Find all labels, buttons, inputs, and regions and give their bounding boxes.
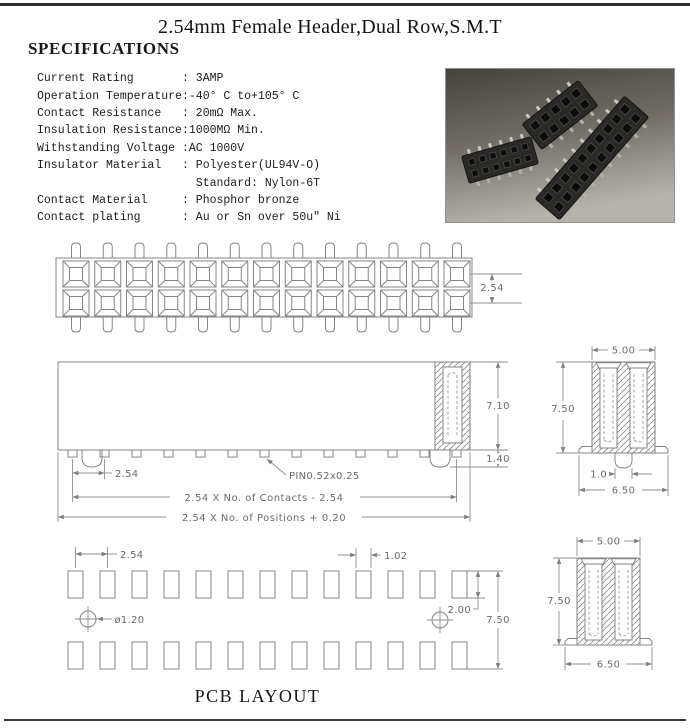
top-view-cells xyxy=(63,243,470,332)
socket-cell xyxy=(324,297,337,310)
spec-row xyxy=(37,140,341,157)
socket-cell xyxy=(260,297,273,310)
pcb-pad xyxy=(132,642,147,669)
pin xyxy=(326,243,335,258)
dim-pad-pitch: 2.54 xyxy=(115,469,139,480)
pin xyxy=(294,243,303,258)
dim-body-width: 5.00 xyxy=(596,536,621,548)
page-title: 2.54mm Female Header,Dual Row,S.M.T xyxy=(158,16,502,38)
pcb-pad xyxy=(452,571,467,598)
pin xyxy=(199,317,208,332)
socket-cell xyxy=(165,268,178,281)
pin-size-label: PIN0.52x0.25 xyxy=(289,471,360,482)
spec-value: : 3AMP xyxy=(182,72,224,86)
pcb-pad xyxy=(68,642,83,669)
center-peg xyxy=(615,453,632,468)
end-view-smt-drawing xyxy=(530,340,690,530)
socket-cell xyxy=(355,297,368,310)
pcb-pad xyxy=(324,642,339,669)
dim-body-height: 7.50 xyxy=(547,596,571,607)
pcb-pad xyxy=(132,571,147,598)
pcb-pad xyxy=(324,571,339,598)
dim-row-pitch: 2.54 xyxy=(480,283,504,294)
pin xyxy=(389,243,398,258)
pcb-pad xyxy=(260,642,275,669)
spec-label: Withstanding Voltage xyxy=(37,141,176,155)
pcb-pad xyxy=(228,642,243,669)
socket-cell xyxy=(387,297,400,310)
spec-row xyxy=(37,87,341,104)
pin xyxy=(230,243,239,258)
spec-row xyxy=(37,70,341,87)
product-photo xyxy=(445,68,675,223)
socket-cell xyxy=(355,268,368,281)
pcb-pad xyxy=(388,642,403,669)
side-view-smt-pads xyxy=(68,450,461,457)
end-view-pcb-drawing xyxy=(530,530,690,705)
socket-cell xyxy=(101,297,114,310)
spec-value: : 20mΩ Max. xyxy=(182,106,258,120)
smt-pad xyxy=(292,450,301,457)
dim-foot-span: 6.50 xyxy=(596,659,621,671)
socket-cell xyxy=(101,268,114,281)
socket-cell xyxy=(70,268,83,281)
pin xyxy=(294,317,303,332)
dim-body-width: 5.00 xyxy=(611,345,636,357)
left-smt-foot xyxy=(579,447,592,454)
smt-pad xyxy=(228,450,237,457)
socket-cell xyxy=(324,268,337,281)
smt-pad xyxy=(324,450,333,457)
pcb-layout-drawing xyxy=(40,535,530,700)
pin xyxy=(389,317,398,332)
pcb-pad xyxy=(164,642,179,669)
pcb-pad xyxy=(100,571,115,598)
spec-row xyxy=(37,157,341,174)
smt-pad xyxy=(164,450,173,457)
pin xyxy=(326,317,335,332)
bottom-border-rule xyxy=(4,719,686,721)
pin xyxy=(453,243,462,258)
smt-pad xyxy=(388,450,397,457)
dim-peg-width: 1.0 xyxy=(590,469,607,481)
socket-cell xyxy=(228,297,241,310)
pcb-pad xyxy=(420,642,435,669)
pin xyxy=(135,317,144,332)
spec-value: :AC 1000V xyxy=(182,141,245,155)
dim-foot-span: 6.50 xyxy=(611,485,636,497)
smt-pad xyxy=(260,450,269,457)
side-view-drawing xyxy=(40,355,530,535)
pcb-pad xyxy=(356,642,371,669)
smt-pad xyxy=(196,450,205,457)
pcb-pad xyxy=(292,642,307,669)
dim-row-span: 7.50 xyxy=(486,615,510,626)
pcb-pad xyxy=(196,571,211,598)
socket-cell xyxy=(133,297,146,310)
socket-cell xyxy=(387,268,400,281)
specifications-table xyxy=(37,70,341,227)
spec-value: Standard: Nylon-6T xyxy=(182,176,321,190)
smt-pad xyxy=(452,450,461,457)
socket-cell xyxy=(419,297,432,310)
pcb-pad xyxy=(196,642,211,669)
dim-peg-height: 1.40 xyxy=(486,454,510,465)
spec-label: Insulation Resistance xyxy=(37,124,182,138)
side-view-left-peg xyxy=(82,450,102,467)
socket-cell xyxy=(165,297,178,310)
pin xyxy=(103,243,112,258)
pin xyxy=(357,243,366,258)
spec-label: Insulator Material xyxy=(37,159,162,173)
spec-label: Current Rating xyxy=(37,72,134,86)
spec-row xyxy=(37,209,341,226)
pcb-pad xyxy=(356,571,371,598)
pin xyxy=(421,243,430,258)
socket-cell xyxy=(451,297,464,310)
spec-label: Operation Temperature xyxy=(37,89,182,103)
socket-cell xyxy=(260,268,273,281)
spec-row xyxy=(37,122,341,139)
pin xyxy=(262,243,271,258)
spec-value: : Polyester(UL94V-O) xyxy=(182,159,321,173)
right-smt-foot xyxy=(640,639,652,646)
pin xyxy=(72,317,81,332)
dim-pad-pitch: 2.54 xyxy=(120,550,144,561)
spec-label: Contact Material xyxy=(37,193,148,207)
pin xyxy=(103,317,112,332)
pin xyxy=(167,243,176,258)
socket-cell xyxy=(419,268,432,281)
smt-pad xyxy=(132,450,141,457)
pin xyxy=(357,317,366,332)
pin xyxy=(199,243,208,258)
smt-pad xyxy=(420,450,429,457)
specifications-heading: SPECIFICATIONS xyxy=(28,39,180,58)
pcb-pad xyxy=(164,571,179,598)
pin xyxy=(72,243,81,258)
side-view-right-peg xyxy=(430,450,450,467)
socket-cell xyxy=(133,268,146,281)
pcb-pad xyxy=(420,571,435,598)
socket-cell xyxy=(292,268,305,281)
spec-row xyxy=(37,105,341,122)
pcb-pad xyxy=(228,571,243,598)
dim-hole-diameter: ø1.20 xyxy=(114,615,145,626)
dim-body-height: 7.10 xyxy=(486,401,510,412)
spec-value: :-40° C to+105° C xyxy=(182,89,300,103)
pcb-pad xyxy=(292,571,307,598)
pin xyxy=(167,317,176,332)
pin xyxy=(262,317,271,332)
spec-label: Contact Resistance xyxy=(37,106,162,120)
left-smt-foot xyxy=(565,639,577,646)
side-view-body xyxy=(58,362,470,450)
dim-body-height: 7.50 xyxy=(551,404,575,415)
right-smt-foot xyxy=(655,447,668,454)
dim-contacts-formula: 2.54 X No. of Contacts - 2.54 xyxy=(184,493,344,504)
pin xyxy=(453,317,462,332)
smt-pad xyxy=(100,450,109,457)
socket-cell xyxy=(451,268,464,281)
pcb-pad xyxy=(260,571,275,598)
pin xyxy=(135,243,144,258)
pcb-layout-caption: PCB LAYOUT xyxy=(194,686,321,706)
top-border-rule xyxy=(0,3,690,6)
pcb-pad xyxy=(388,571,403,598)
spec-value: : Phosphor bronze xyxy=(182,193,300,207)
spec-value: :1000MΩ Min. xyxy=(182,124,265,138)
spec-row xyxy=(37,174,341,191)
smt-pad xyxy=(356,450,365,457)
dim-positions-formula: 2.54 X No. of Positions + 0.20 xyxy=(181,513,347,524)
socket-cell xyxy=(197,297,210,310)
pcb-pad xyxy=(452,642,467,669)
spec-value: : Au or Sn over 50u" Ni xyxy=(182,211,341,225)
dim-pad-length: 2.00 xyxy=(447,605,471,616)
pcb-pad xyxy=(100,642,115,669)
pin xyxy=(421,317,430,332)
spec-row xyxy=(37,192,341,209)
socket-cell xyxy=(197,268,210,281)
smt-pad xyxy=(68,450,77,457)
pin xyxy=(230,317,239,332)
socket-cell xyxy=(70,297,83,310)
socket-cell xyxy=(228,268,241,281)
top-view-drawing xyxy=(40,240,540,345)
dim-pad-width: 1.02 xyxy=(384,551,408,562)
pcb-pad xyxy=(68,571,83,598)
socket-cell xyxy=(292,297,305,310)
spec-label: Contact plating xyxy=(37,211,141,225)
